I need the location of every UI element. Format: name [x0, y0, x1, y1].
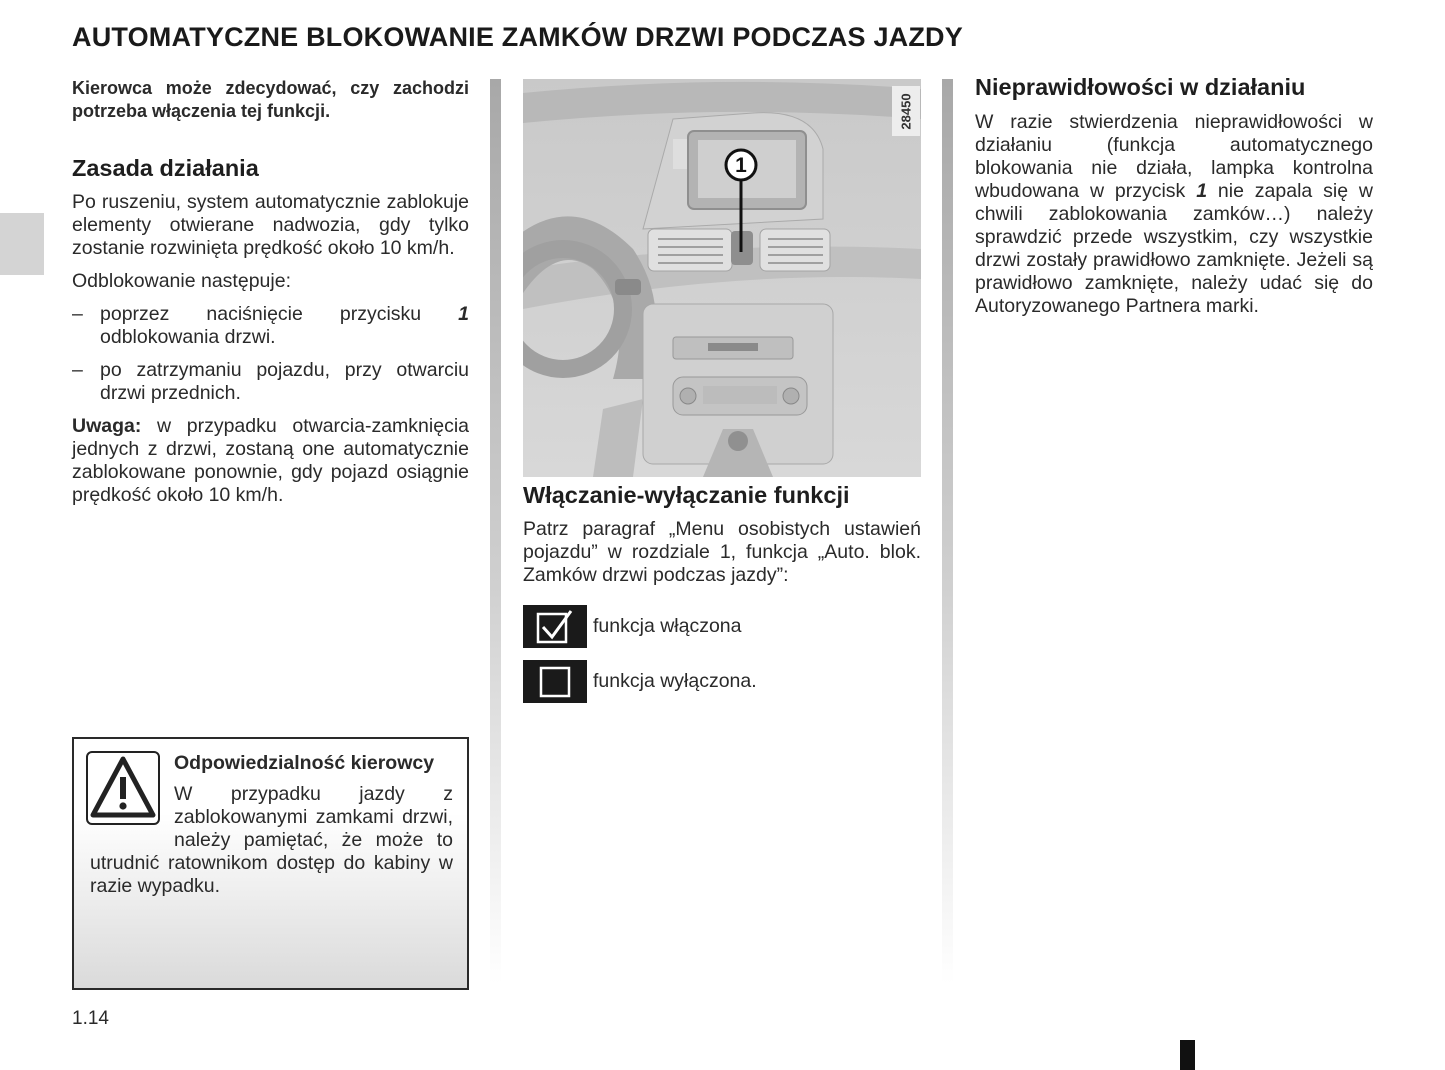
button-ref-number: 1 — [458, 303, 469, 325]
list-item — [72, 303, 469, 349]
page-edge-marker — [1180, 1040, 1195, 1070]
warning-box — [72, 737, 469, 990]
list-text: poprzez naciśnięcie przycisku — [100, 303, 459, 325]
note-label: Uwaga: — [72, 415, 142, 437]
list-item — [72, 359, 469, 405]
page-title: AUTOMATYCZNE BLOKOWANIE ZAMKÓW DRZWI PODCZAS JAZDY — [72, 22, 963, 52]
intro-text: Kierowca może zdecydować, czy zachodzi potrzeba włączenia tej funkcji. — [72, 78, 469, 121]
list-dash: – — [72, 359, 83, 381]
button-ref-number: 1 — [1196, 180, 1208, 202]
dashboard-illustration — [523, 79, 921, 477]
chapter-tab-marker — [0, 213, 44, 275]
left-column — [72, 77, 469, 517]
section-heading-malfunctions: Nieprawidłowości w działaniu — [975, 74, 1306, 100]
figure-reference-number: 28450 — [898, 92, 914, 130]
figure-reference-code — [892, 86, 920, 136]
option-row-enabled — [523, 605, 921, 648]
warning-title: Odpowiedzialność kierowcy — [174, 752, 435, 774]
callout-label: 1 — [735, 154, 747, 177]
malfunctions-paragraph — [975, 111, 1373, 318]
middle-column — [523, 484, 921, 715]
option-label-enabled: funkcja włączona — [593, 615, 742, 637]
section-heading-principle: Zasada działania — [72, 155, 259, 181]
option-label-disabled: funkcja wyłączona. — [593, 670, 757, 692]
warning-text: W przypadku jazdy z zablokowanymi zamkami drzwi, należy pamiętać, że może to utrudnić ratownikom dostęp do kabiny w razie wypadku. — [90, 783, 453, 897]
checkbox-empty-icon — [523, 660, 587, 703]
section-heading-toggle: Włączanie-wyłączanie funkcji — [523, 482, 850, 508]
malfunctions-text: W razie stwierdzenia nieprawidłowości w działaniu (funkcja automatycznego blokowania nie działa, lampka kontrolna wbudowana w przycisk — [975, 111, 1373, 202]
note-text: w przypadku otwarcia-zamknięcia jednych z drzwi, zostaną one automatycznie zablokowane ponownie, gdy pojazd osiągnie prędkość około 10 km/h. — [72, 415, 469, 506]
column-divider-right — [942, 79, 953, 984]
list-text: po zatrzymaniu pojazdu, przy otwarciu drzwi przednich. — [100, 359, 469, 404]
column-divider-left — [490, 79, 501, 984]
principle-paragraph: Po ruszeniu, system automatycznie zablokuje elementy otwierane nadwozia, gdy tylko zostanie rozwinięta prędkość około 10 km/h. — [72, 191, 469, 259]
unlocking-intro: Odblokowanie następuje: — [72, 270, 291, 292]
toggle-paragraph: Patrz paragraf „Menu osobistych ustawień pojazdu” w rozdziale 1, funkcja „Auto. blok. Zamków drzwi podczas jazdy”: — [523, 518, 921, 586]
option-row-disabled — [523, 660, 921, 703]
checkbox-checked-icon — [523, 605, 587, 648]
list-dash: – — [72, 303, 83, 325]
malfunctions-text: nie zapala się w chwili zablokowania zamków…) należy sprawdzić przede wszystkim, czy wszystkie drzwi zostały prawidłowo zamknięte. Jeżeli są prawidłowo zamknięte, należy udać się do Autoryzowanego Partnera marki. — [975, 180, 1373, 317]
page-number: 1.14 — [72, 1008, 109, 1029]
right-column — [975, 76, 1373, 328]
note-paragraph — [72, 415, 469, 507]
list-text: odblokowania drzwi. — [100, 326, 276, 348]
